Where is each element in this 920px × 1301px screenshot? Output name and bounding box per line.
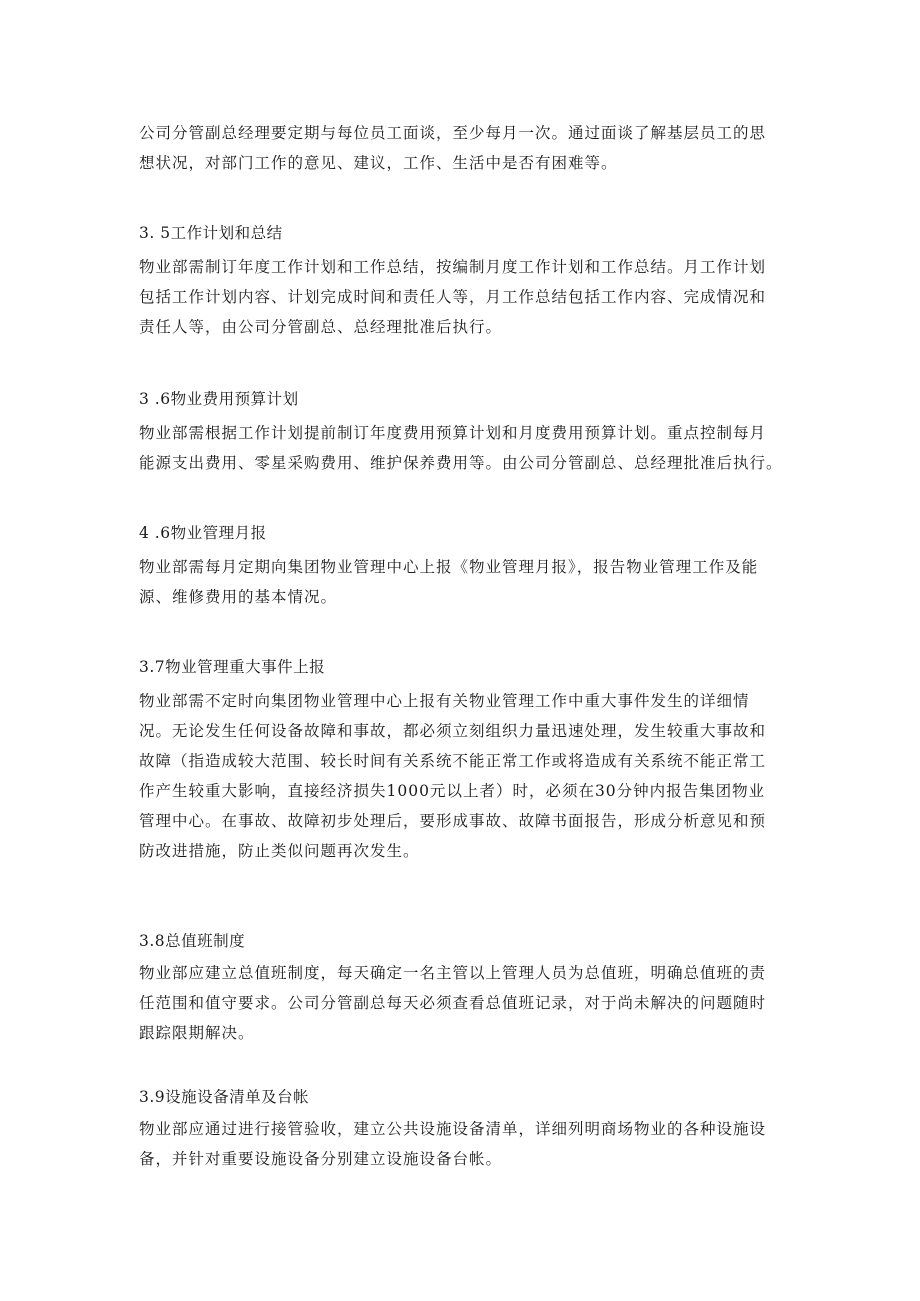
paragraph-line: 物业部应通过进行接管验收，建立公共设施设备清单，详细列明商场物业的各种设施设: [139, 1120, 767, 1138]
paragraph-line: 包括工作计划内容、计划完成时间和责任人等，月工作总结包括工作内容、完成情况和: [139, 288, 767, 306]
paragraph-line: 物业部需制订年度工作计划和工作总结，按编制月度工作计划和工作总结。月工作计划: [139, 258, 767, 276]
section-heading-3-5: 3. 5工作计划和总结: [139, 224, 283, 242]
section-body-3-6: [139, 418, 789, 478]
section-body-3-9: [139, 1114, 789, 1174]
paragraph-line: 任范围和值守要求。公司分管副总每天必须查看总值班记录，对于尚未解决的问题随时: [139, 994, 767, 1012]
paragraph-line: 物业部需每月定期向集团物业管理中心上报《物业管理月报》，报告物业管理工作及能: [139, 558, 759, 576]
paragraph-line: 能源支出费用、零星采购费用、维护保养费用等。由公司分管副总、总经理批准后执行。: [139, 454, 783, 472]
paragraph-line: 况。无论发生任何设备故障和事故，都必须立刻组织力量迅速处理，发生较重大事故和: [139, 722, 767, 740]
paragraph-line: 物业部需根据工作计划提前制订年度费用预算计划和月度费用预算计划。重点控制每月: [139, 424, 767, 442]
paragraph-line: 物业部应建立总值班制度，每天确定一名主管以上管理人员为总值班，明确总值班的责: [139, 964, 767, 982]
paragraph-line: 备，并针对重要设施设备分别建立设施设备台帐。: [139, 1150, 503, 1168]
section-body-3-7: [139, 686, 789, 866]
paragraph-line: 作产生较重大影响，直接经济损失1000元以上者）时，必须在30分钟内报告集团物业: [139, 782, 766, 800]
paragraph-line: 管理中心。在事故、故障初步处理后，要形成事故、故障书面报告，形成分析意见和预: [139, 812, 767, 830]
paragraph-line: 责任人等，由公司分管副总、总经理批准后执行。: [139, 318, 503, 336]
section-heading-3-6: 3 .6物业费用预算计划: [139, 390, 299, 408]
intro-paragraph: [139, 118, 789, 178]
section-heading-4-6: 4 .6物业管理月报: [139, 524, 267, 542]
section-body-3-8: [139, 958, 789, 1048]
paragraph-line: 物业部需不定时向集团物业管理中心上报有关物业管理工作中重大事件发生的详细情: [139, 692, 750, 710]
section-body-3-5: [139, 252, 789, 342]
section-body-4-6: [139, 552, 789, 612]
paragraph-line: 故障（指造成较大范围、较长时间有关系统不能正常工作或将造成有关系统不能正常工: [139, 752, 767, 770]
paragraph-line: 公司分管副总经理要定期与每位员工面谈，至少每月一次。通过面谈了解基层员工的思: [139, 124, 767, 142]
paragraph-line: 想状况，对部门工作的意见、建议，工作、生活中是否有困难等。: [139, 154, 618, 172]
paragraph-line: 防改进措施，防止类似问题再次发生。: [139, 842, 420, 860]
section-heading-3-8: 3.8总值班制度: [139, 932, 246, 950]
paragraph-line: 跟踪限期解决。: [139, 1024, 255, 1042]
paragraph-line: 源、维修费用的基本情况。: [139, 588, 338, 606]
section-heading-3-9: 3.9设施设备清单及台帐: [139, 1088, 310, 1106]
section-heading-3-7: 3.7物业管理重大事件上报: [139, 658, 326, 676]
